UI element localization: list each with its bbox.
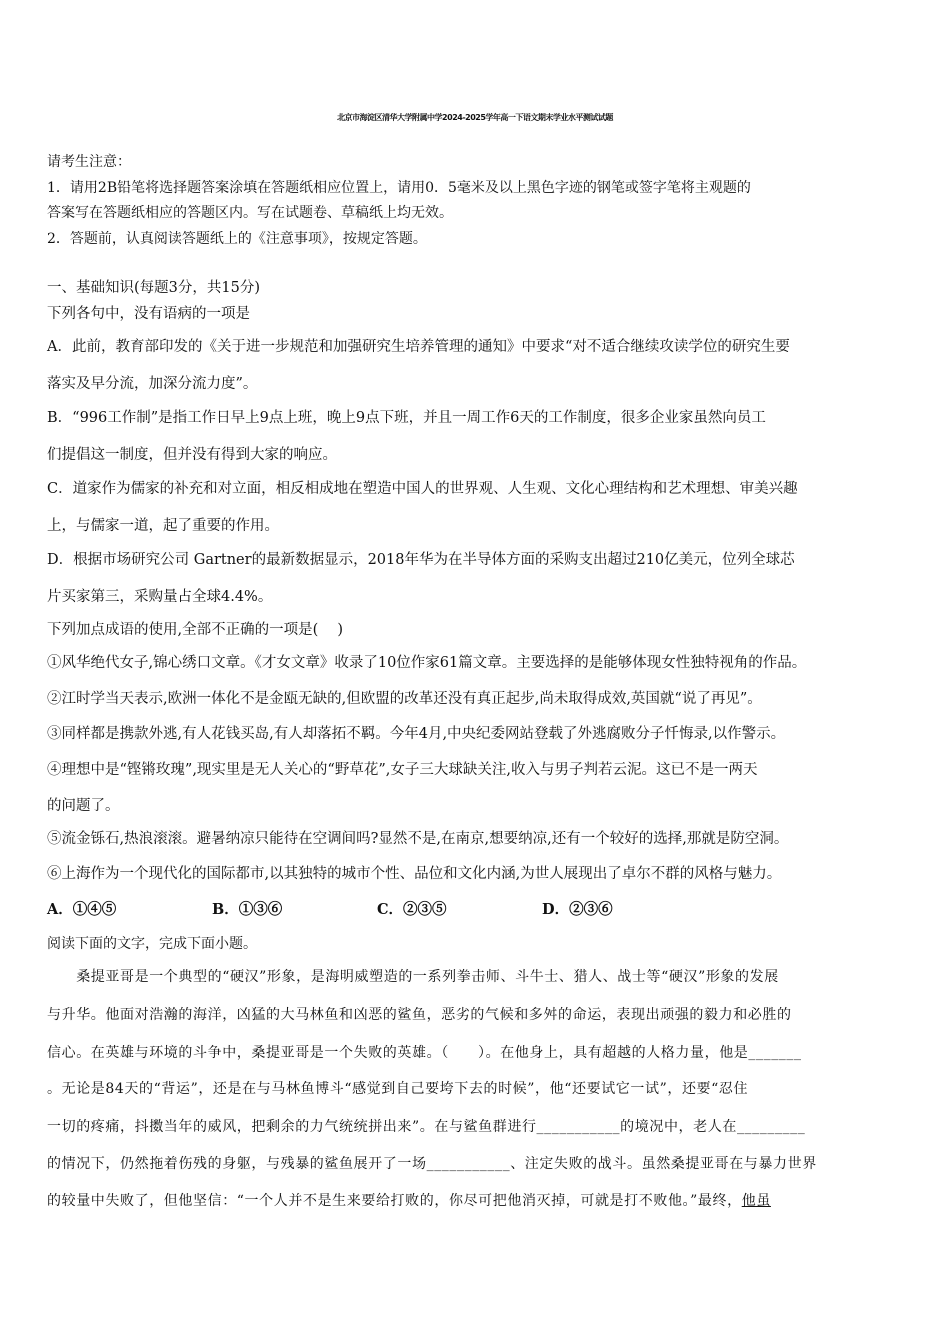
question-1-option-a-cont: 落实及早分流，加深分流力度”。	[47, 376, 258, 392]
reading-instruction: 阅读下面的文字，完成下面小题。	[47, 936, 257, 952]
page-title: 北京市海淀区清华大学附属中学2024-2025学年高一下语文期末学业水平测试试题	[337, 113, 613, 122]
passage-line-6: 的情况下，仍然拖着伤残的身躯，与残暴的鲨鱼展开了一场___________、注定失败的战斗。虽然桑提亚哥在与暴力世界	[47, 1156, 817, 1172]
question-1-option-c-cont: 上，与儒家一道，起了重要的作用。	[47, 518, 279, 534]
question-1-option-d-cont: 片买家第三，采购量占全球4.4%。	[47, 589, 273, 605]
section-heading: 一、基础知识(每题3分，共15分)	[47, 280, 260, 296]
passage-line-7-text: 的较量中失败了，但他坚信：“一个人并不是生来要给打败的，你尽可把他消灭掉，可就是打不败他。”最终，	[47, 1193, 742, 1209]
option-b: B．①③⑥	[212, 901, 283, 918]
question-1-option-b-cont: 们提倡这一制度，但并没有得到大家的响应。	[47, 447, 337, 463]
passage-line-5: 一切的疼痛，抖擞当年的威风，把剩余的力气统统拼出来”。在与鲨鱼群进行___________的境况中，老人在_________	[47, 1119, 806, 1135]
option-a: A．①④⑤	[47, 901, 117, 918]
passage-underlined-text: 他虽	[741, 1193, 771, 1209]
notice-line-1: 1．请用2B铅笔将选择题答案涂填在答题纸相应位置上，请用0．5毫米及以上黑色字迹的钢笔或签字笔将主观题的	[47, 180, 751, 196]
question-1-option-b: B．“996工作制”是指工作日早上9点上班，晚上9点下班，并且一周工作6天的工作制度，很多企业家虽然向员工	[47, 410, 766, 426]
question-1-option-d: D．根据市场研究公司 Gartner的最新数据显示，2018年华为在半导体方面的采购支出超过210亿美元，位列全球芯	[47, 552, 795, 568]
notice-line-2: 答案写在答题纸相应的答题区内。写在试题卷、草稿纸上均无效。	[47, 205, 453, 221]
question-1-option-a: A．此前，教育部印发的《关于进一步规范和加强研究生培养管理的通知》中要求“对不适合继续攻读学位的研究生要	[47, 339, 790, 355]
question-2-sentence-5: ⑤流金铄石,热浪滚滚。避暑纳凉只能待在空调间吗?显然不是,在南京,想要纳凉,还有一个较好的选择,那就是防空洞。	[47, 831, 789, 847]
question-2-sentence-4: ④理想中是“铿锵玫瑰”,现实里是无人关心的“野草花”,女子三大球缺关注,收入与男子判若云泥。这已不是一两天	[47, 762, 758, 778]
question-1-option-c: C．道家作为儒家的补充和对立面，相反相成地在塑造中国人的世界观、人生观、文化心理结构和艺术理想、审美兴趣	[47, 481, 798, 497]
passage-line-2: 与升华。他面对浩瀚的海洋，凶猛的大马林鱼和凶恶的鲨鱼，恶劣的气候和多舛的命运，表现出顽强的毅力和必胜的	[47, 1007, 792, 1023]
notice-heading: 请考生注意：	[47, 154, 131, 170]
option-d: D．②③⑥	[542, 901, 613, 918]
option-c: C．②③⑤	[377, 901, 447, 918]
question-2-sentence-2: ②江时学当天表示,欧洲一体化不是金瓯无缺的,但欧盟的改革还没有真正起步,尚未取得成效,英国就“说了再见”。	[47, 691, 762, 707]
passage-line-3: 信心。在英雄与环境的斗争中，桑提亚哥是一个失败的英雄。（ ）。在他身上，具有超越的人格力量，他是_______	[47, 1045, 802, 1061]
question-2-sentence-3: ③同样都是携款外逃,有人花钱买岛,有人却落拓不羁。今年4月,中央纪委网站登载了外逃腐败分子忏悔录,以作警示。	[47, 726, 786, 742]
question-2-options	[47, 898, 747, 919]
passage-line-4: 。无论是84天的“背运”，还是在与马林鱼博斗“感觉到自己要垮下去的时候”，他“还要试它一试”，还要“忍住	[47, 1081, 749, 1097]
question-2-stem: 下列加点成语的使用,全部不正确的一项是( )	[47, 622, 344, 638]
passage-line-1: 桑提亚哥是一个典型的“硬汉”形象，是海明威塑造的一系列拳击师、斗牛士、猎人、战士等“硬汉”形象的发展	[47, 969, 779, 985]
question-2-sentence-4-cont: 的问题了。	[47, 798, 120, 814]
question-2-sentence-1: ①风华绝代女子,锦心绣口文章。《才女文章》收录了10位作家61篇文章。主要选择的是能够体现女性独特视角的作品。	[47, 655, 807, 671]
question-1-stem: 下列各句中，没有语病的一项是	[47, 306, 250, 322]
notice-line-3: 2．答题前，认真阅读答题纸上的《注意事项》，按规定答题。	[47, 231, 427, 247]
passage-line-7	[47, 1190, 771, 1210]
question-2-sentence-6: ⑥上海作为一个现代化的国际都市,以其独特的城市个性、品位和文化内涵,为世人展现出了卓尔不群的风格与魅力。	[47, 866, 782, 882]
